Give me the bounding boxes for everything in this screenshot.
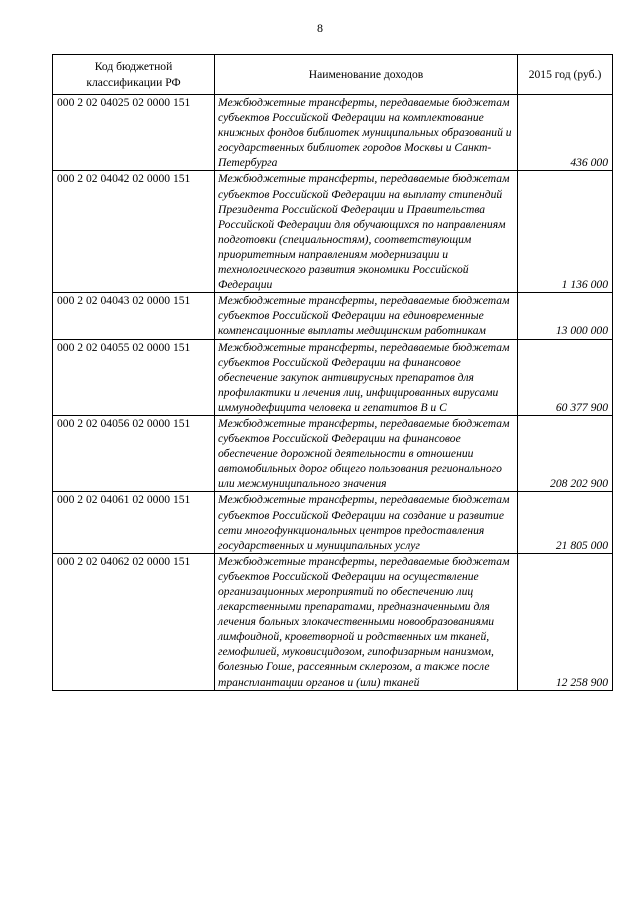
row-code: 000 2 02 04062 02 0000 151 bbox=[53, 553, 215, 690]
header-amount: 2015 год (руб.) bbox=[518, 55, 613, 95]
table-row bbox=[53, 415, 613, 491]
row-code: 000 2 02 04025 02 0000 151 bbox=[53, 95, 215, 171]
row-amount: 208 202 900 bbox=[518, 415, 613, 491]
revenue-table bbox=[52, 54, 613, 691]
row-name: Межбюджетные трансферты, передаваемые бюджетам субъектов Российской Федерации на осуществление организационных мероприятий по обеспечению лиц лекарственными препаратами, предназначенными для лечения больных злокачественными новообразованиями лимфоидной, кроветворной и родственных им тканей, гемофилией, муковисцидозом, гипофизарным нанизмом, болезнью Гоше, рассеянным склерозом, а также после трансплантации органов и (или) тканей bbox=[215, 553, 518, 690]
row-amount: 12 258 900 bbox=[518, 553, 613, 690]
row-code: 000 2 02 04056 02 0000 151 bbox=[53, 415, 215, 491]
table-row bbox=[53, 293, 613, 339]
row-name: Межбюджетные трансферты, передаваемые бюджетам субъектов Российской Федерации на комплектование книжных фондов библиотек муниципальных образований и государственных библиотек городов Москвы и Санкт-Петербурга bbox=[215, 95, 518, 171]
row-name: Межбюджетные трансферты, передаваемые бюджетам субъектов Российской Федерации на финансовое обеспечение закупок антивирусных препаратов для профилактики и лечения лиц, инфицированных вирусами иммунодефицита человека и гепатитов В и С bbox=[215, 339, 518, 415]
row-amount: 1 136 000 bbox=[518, 171, 613, 293]
table-row bbox=[53, 95, 613, 171]
table-row bbox=[53, 553, 613, 690]
row-name: Межбюджетные трансферты, передаваемые бюджетам субъектов Российской Федерации на создание и развитие сети многофункциональных центров предоставления государственных и муниципальных услуг bbox=[215, 492, 518, 553]
table-row bbox=[53, 492, 613, 553]
table-row bbox=[53, 171, 613, 293]
row-name: Межбюджетные трансферты, передаваемые бюджетам субъектов Российской Федерации на выплату стипендий Президента Российской Федерации и Правительства Российской Федерации для обучающихся по направлениям подготовки (специальностям), соответствующим приоритетным направлениям модернизации и технологического развития экономики Российской Федерации bbox=[215, 171, 518, 293]
row-name: Межбюджетные трансферты, передаваемые бюджетам субъектов Российской Федерации на финансовое обеспечение дорожной деятельности в отношении автомобильных дорог общего пользования регионального или межмуниципального значения bbox=[215, 415, 518, 491]
row-code: 000 2 02 04043 02 0000 151 bbox=[53, 293, 215, 339]
row-code: 000 2 02 04042 02 0000 151 bbox=[53, 171, 215, 293]
row-amount: 13 000 000 bbox=[518, 293, 613, 339]
row-amount: 436 000 bbox=[518, 95, 613, 171]
page-number: 8 bbox=[317, 21, 323, 35]
row-name: Межбюджетные трансферты, передаваемые бюджетам субъектов Российской Федерации на единовременные компенсационные выплаты медицинским работникам bbox=[215, 293, 518, 339]
header-row bbox=[53, 55, 613, 95]
table-row bbox=[53, 339, 613, 415]
header-name: Наименование доходов bbox=[215, 55, 518, 95]
row-code: 000 2 02 04055 02 0000 151 bbox=[53, 339, 215, 415]
table-body bbox=[53, 95, 613, 691]
row-amount: 60 377 900 bbox=[518, 339, 613, 415]
row-code: 000 2 02 04061 02 0000 151 bbox=[53, 492, 215, 553]
row-amount: 21 805 000 bbox=[518, 492, 613, 553]
header-code: Код бюджетной классификации РФ bbox=[53, 55, 215, 95]
table-header bbox=[53, 55, 613, 95]
